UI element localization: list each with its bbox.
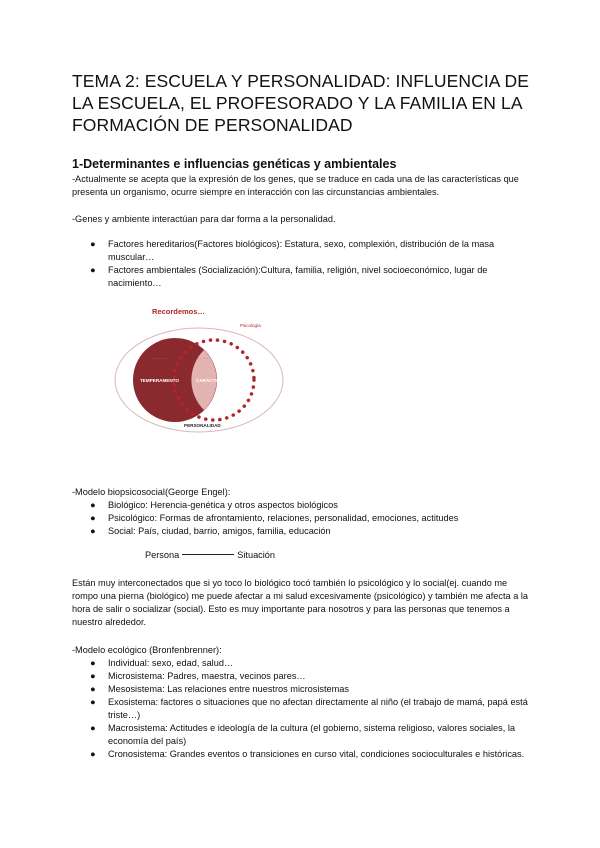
character-label: CARÁCTER <box>196 378 222 383</box>
model-heading: -Modelo ecológico (Bronfenbrenner): <box>72 645 222 655</box>
small-note: · · · · · · · <box>194 357 208 361</box>
interconnection-paragraph: Están muy interconectados que si yo toco lo biológico tocó también lo psicológico y lo social(ej. cuando me rompo una pierna (biológico) me puede afectar a mi salud excesivamente (psicológico) y también me afecta a la hora de salir o socializar (social). Esto es muy importante para nosotros y para las personas que tenemos a nuestro alrededor. <box>72 578 529 627</box>
relation-line <box>145 550 275 560</box>
small-note: · · · · · · · <box>152 357 166 361</box>
list-item: ● Cronosistema: Grandes eventos o transiciones en curso vital, condiciones socioculturales e históricas. <box>90 749 525 759</box>
list-item: ● Mesosistema: Las relaciones entre nuestros microsistemas <box>90 684 350 694</box>
relation-connector <box>182 554 234 555</box>
personality-label: PERSONALIDAD <box>184 423 221 428</box>
list-item: ● Social: País, ciudad, barrio, amigos, familia, educación <box>90 526 331 536</box>
list-item: ● Biológico: Herencia-genética y otros aspectos biológicos <box>90 500 338 510</box>
factors-list <box>90 238 528 290</box>
intro-paragraph-2: -Genes y ambiente interactúan para dar forma a la personalidad. <box>72 214 336 224</box>
intro-paragraph: -Actualmente se acepta que la expresión de los genes, que se traduce en cada una de las características que presenta un organismo, ocurre siempre en interacción con las circunstancias ambientales. <box>72 174 519 197</box>
diagram-corner-label: Psicología <box>240 323 261 328</box>
list-item: ● Microsistema: Padres, maestra, vecinos pares… <box>90 671 306 681</box>
biopsychosocial-list <box>90 499 528 538</box>
list-item: ● Individual: sexo, edad, salud… <box>90 658 234 668</box>
list-item: ● Psicológico: Formas de afrontamiento, relaciones, personalidad, emociones, actitudes <box>90 513 459 523</box>
list-item: ● Macrosistema: Actitudes e ideología de la cultura (el gobierno, sistema religioso, valores sociales, la economía del país) <box>90 723 516 746</box>
list-item: ● Factores ambientales (Socialización):Cultura, familia, religión, nivel socioeconómico, lugar de nacimiento… <box>90 265 488 288</box>
relation-left: Persona <box>145 550 180 560</box>
list-item: ● Exosistema: factores o situaciones que no afectan directamente al niño (el trabajo de mamá, papá está triste…) <box>90 697 528 720</box>
personality-diagram <box>112 300 302 435</box>
diagram-title: Recordemos… <box>152 307 205 316</box>
model-heading: -Modelo biopsicosocial(George Engel): <box>72 487 231 497</box>
page-title: TEMA 2: ESCUELA Y PERSONALIDAD: INFLUENCIA DE LA ESCUELA, EL PROFESORADO Y LA FAMILIA EN LA FORMACIÓN DE PERSONALIDAD <box>72 71 530 135</box>
relation-right: Situación <box>237 550 276 560</box>
list-item: ● Factores hereditarios(Factores biológicos): Estatura, sexo, complexión, distribución de la masa muscular… <box>90 239 495 262</box>
ecological-list <box>90 657 528 761</box>
section-heading: 1-Determinantes e influencias genéticas y ambientales <box>72 157 397 171</box>
temperament-label: TEMPERAMENTO <box>140 378 179 383</box>
